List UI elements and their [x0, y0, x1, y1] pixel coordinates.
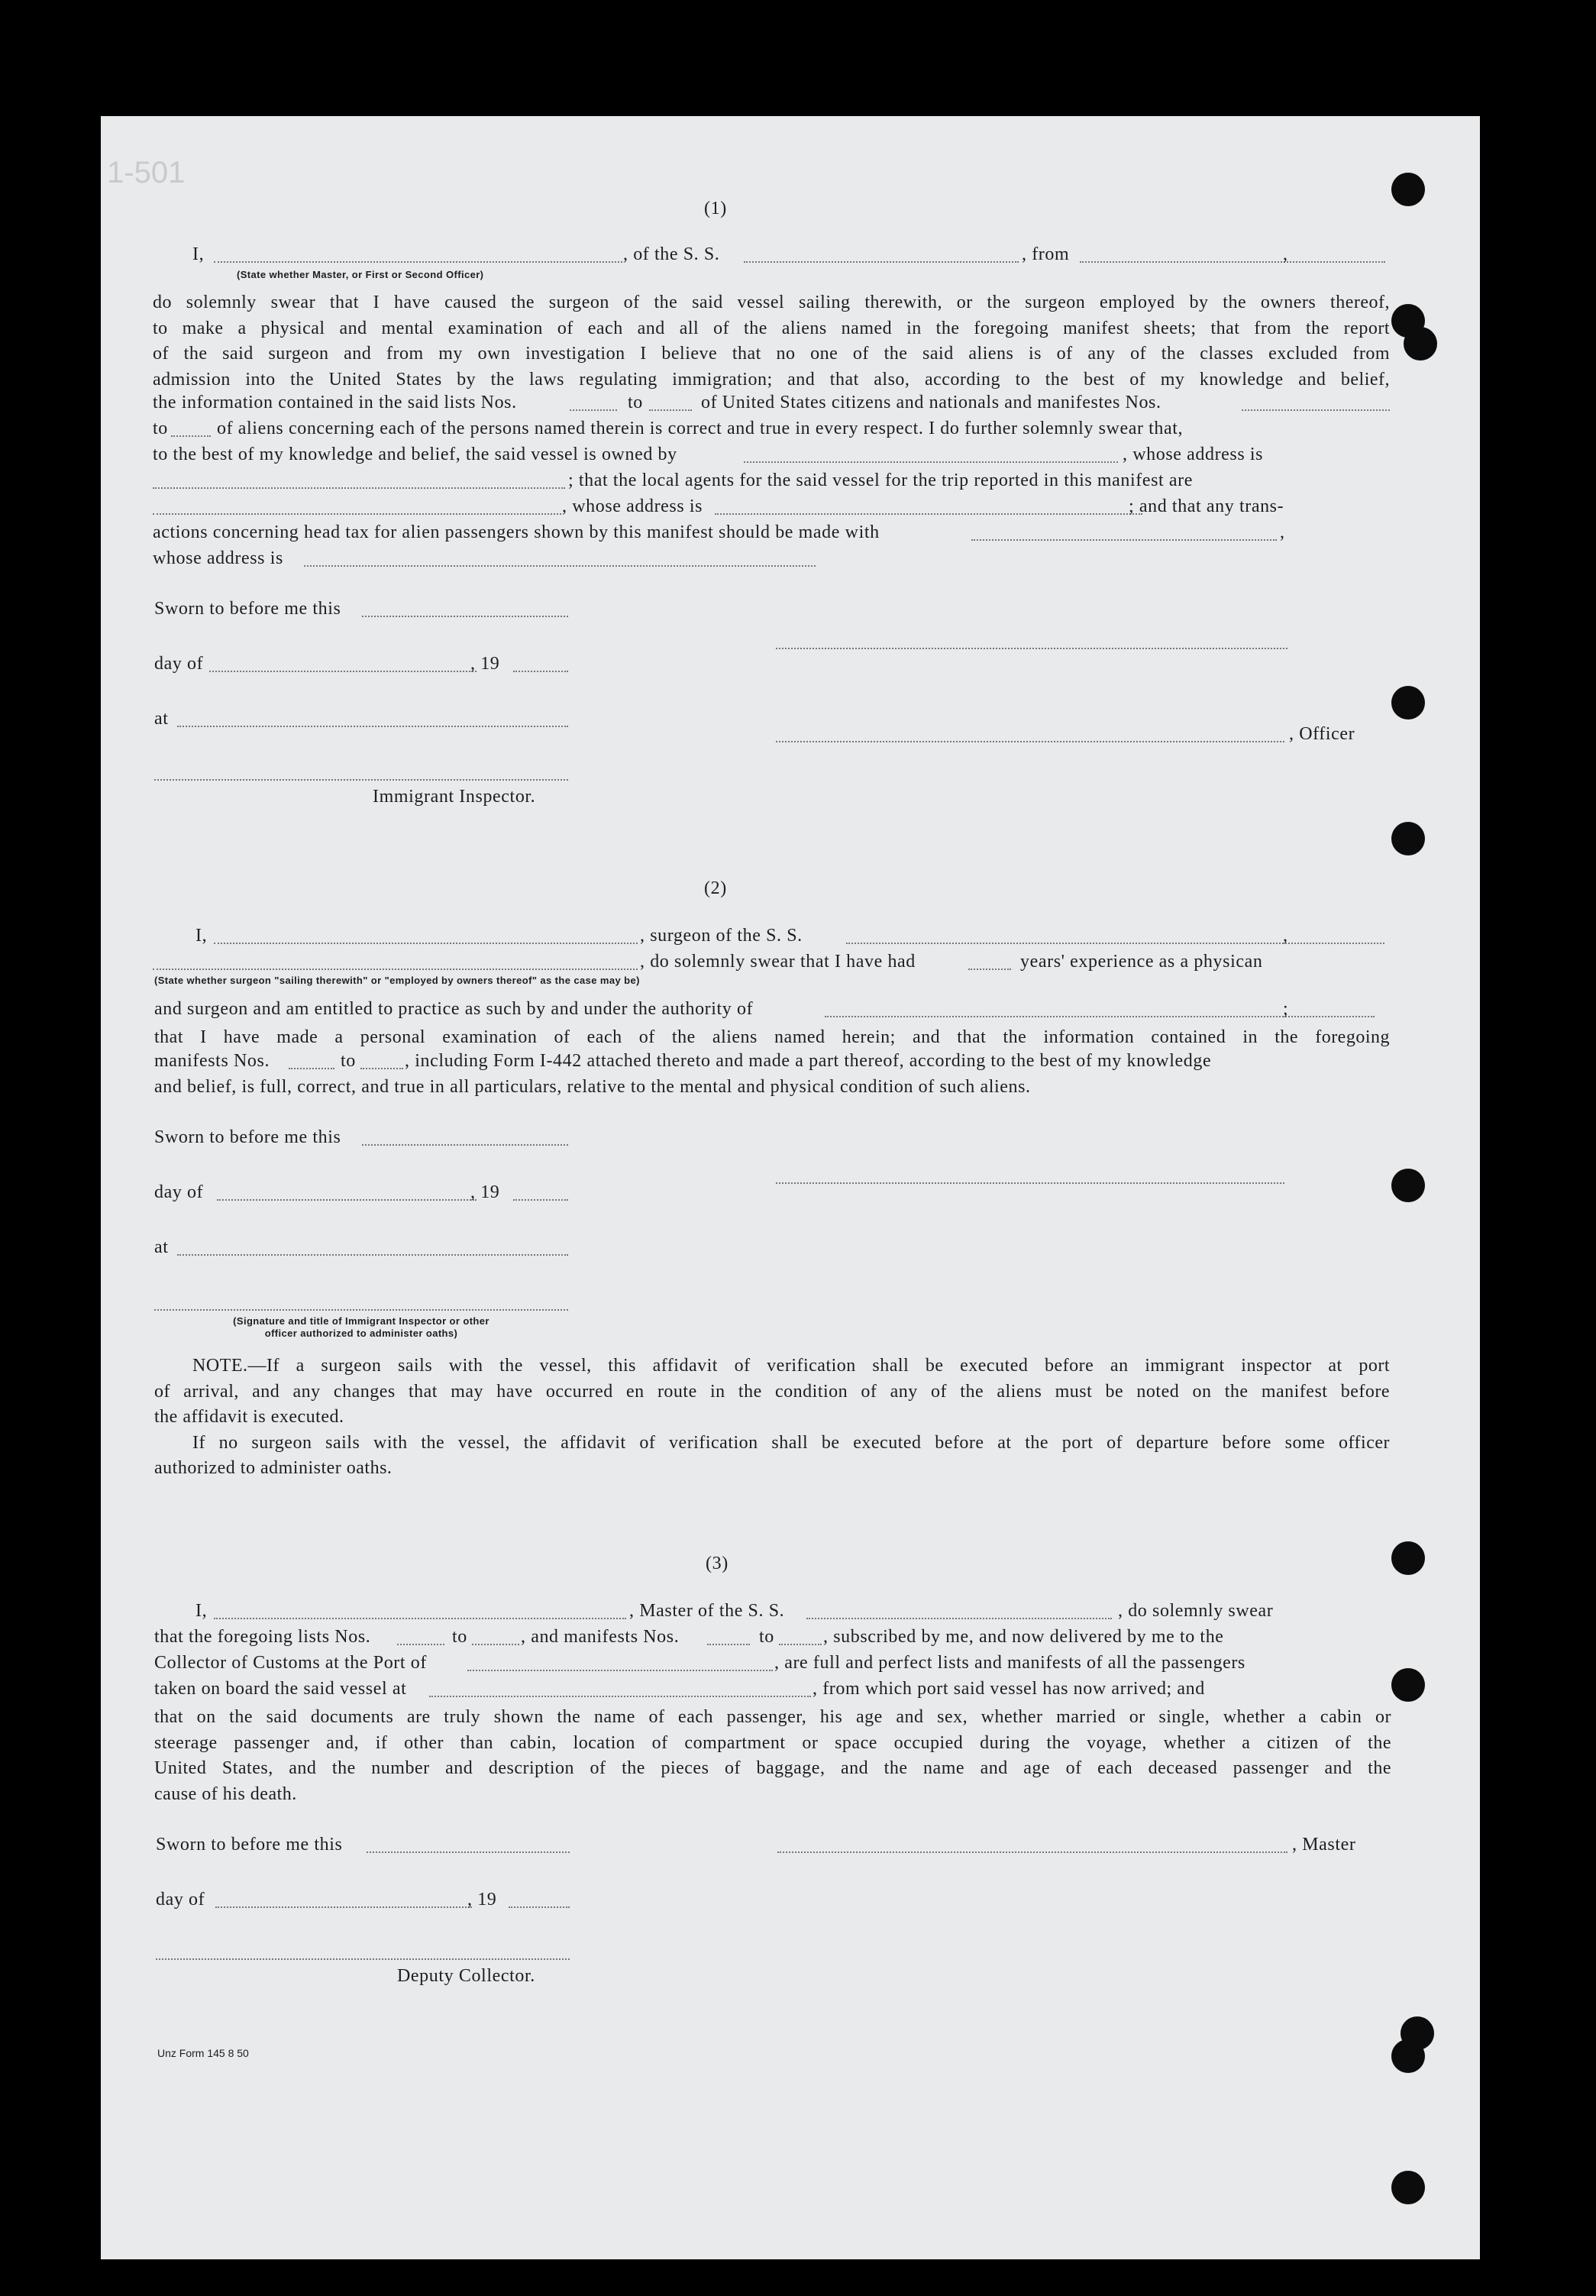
s1-to-b: of aliens concerning each of the persons named therein is correct and true in every respect. I do further solemnly swear that, [217, 419, 1184, 438]
s2-line5-c: , including Form I-442 attached thereto and made a part thereof, according to the best of my knowledge [405, 1051, 1212, 1071]
officer-title-field [776, 741, 1284, 742]
head-tax-address-field [304, 565, 816, 567]
s3-line4-b: , from which port said vessel has now arrived; and [813, 1679, 1205, 1699]
s3-vessel-name-field [806, 1618, 1112, 1619]
s2-caption-line-1: (Signature and title of Immigrant Inspector or other [233, 1315, 489, 1327]
s2-inspector-signature-field [154, 1309, 568, 1311]
s3-line3-a: Collector of Customs at the Port of [154, 1653, 427, 1673]
s1-owned-b: , whose address is [1123, 445, 1264, 464]
section-2-number: (2) [704, 878, 727, 898]
s2-body [154, 1025, 1390, 1051]
s2-signature-caption [154, 1315, 568, 1340]
s1-year-field [513, 671, 568, 672]
head-tax-contact-field [971, 539, 1277, 541]
s3-body-line-3: United States, and the number and description of the pieces of baggage, and the name and age of each deceased passenger and the [154, 1758, 1391, 1778]
s1-body-line-2: to make a physical and mental examination of each and all of the aliens named in the foregoing manifest sheets; that from the report [153, 318, 1390, 338]
s3-line2-d: to [759, 1627, 774, 1647]
s1-line1-from: , from [1022, 244, 1070, 264]
s3-lists-to-field [472, 1644, 519, 1645]
s3-sworn-day-field [367, 1851, 570, 1853]
manifests-to-field [171, 435, 211, 437]
s1-nineteen: , 19 [470, 654, 500, 674]
s1-at-label: at [154, 709, 169, 729]
s2-line2-a: , do solemnly swear that I have had [640, 952, 916, 972]
s3-sworn-label: Sworn to before me this [156, 1835, 343, 1855]
s2-line2-b: years' experience as a physican [1020, 952, 1263, 972]
manifest-affidavit-page [101, 116, 1480, 2259]
punch-hole [1391, 686, 1425, 720]
s1-nos-b: to [628, 393, 643, 412]
vessel-owner-field [744, 461, 1118, 463]
s3-master-signature-field [777, 1851, 1287, 1853]
faded-stamp: 1-501 [107, 156, 186, 189]
punch-hole [1391, 2171, 1425, 2204]
s3-body-line-1: that on the said documents are truly shown the name of each passenger, his age and sex, whether married or single, whether a cabin or [154, 1707, 1391, 1727]
s2-place-field [177, 1254, 568, 1256]
s2-at-label: at [154, 1237, 169, 1257]
punch-hole [1391, 822, 1425, 855]
s1-whose-b: ; and that any trans- [1129, 496, 1284, 516]
s3-line2-e: , subscribed by me, and now delivered by me to the [823, 1627, 1224, 1647]
s3-body-line-4: cause of his death. [154, 1783, 297, 1804]
surgeon-name-field [214, 943, 638, 944]
surgeon-status-field [153, 969, 638, 970]
s2-manifests-to-field [360, 1068, 403, 1069]
s3-year-field [509, 1906, 570, 1908]
note-line-1: NOTE.—If a surgeon sails with the vessel, this affidavit of verification shall be executed before an immigrant inspector at port [192, 1356, 1390, 1376]
s3-nineteen: , 19 [467, 1890, 497, 1910]
form-number: Unz Form 145 8 50 [157, 2047, 249, 2059]
s2-month-field [217, 1199, 477, 1201]
s1-line1-of-ss: , of the S. S. [623, 244, 720, 264]
s2-line3-a: and surgeon and am entitled to practice as such by and under the authority of [154, 999, 754, 1019]
section-1-number: (1) [704, 199, 727, 218]
s3-manifests-from-field [707, 1644, 750, 1645]
s2-line6: and belief, is full, correct, and true in all particulars, relative to the mental and physical condition of such aliens. [154, 1077, 1031, 1097]
s3-line2-b: to [452, 1627, 467, 1647]
lists-nos-from-field [570, 409, 617, 411]
s3-body-lines [154, 1705, 1391, 1807]
surgeon-signature-field [776, 1182, 1284, 1184]
note-line-5: authorized to administer oaths. [154, 1458, 393, 1478]
officer-signature-field [776, 648, 1287, 649]
s1-body-line-3: of the said surgeon and from my own investigation I believe that no one of the said aliens is of any of the classes excluded from [153, 344, 1390, 364]
s3-line1-a: I, [195, 1601, 208, 1621]
s2-nineteen: , 19 [470, 1182, 500, 1202]
s1-day-of-label: day of [154, 654, 204, 674]
s1-body-line-1: do solemnly swear that I have caused the surgeon of the said vessel sailing therewith, or the surgeon employed by the owners thereof, [153, 293, 1390, 312]
s1-to-a: to [153, 419, 168, 438]
s2-sworn-day-field [362, 1144, 568, 1146]
punch-hole [1391, 2039, 1425, 2073]
practice-authority-field [825, 1016, 1375, 1017]
s1-owned-a: to the best of my knowledge and belief, the said vessel is owned by [153, 445, 677, 464]
s3-line2-c: , and manifests Nos. [521, 1627, 680, 1647]
s1-sworn-label: Sworn to before me this [154, 599, 341, 619]
s2-line5-b: to [341, 1051, 356, 1071]
s1-nos-a: the information contained in the said lists Nos. [153, 393, 517, 412]
s1-whose-a: , whose address is [562, 496, 703, 516]
s3-line1-c: , do solemnly swear [1118, 1601, 1274, 1621]
s3-day-of-label: day of [156, 1890, 205, 1910]
s3-lists-from-field [397, 1644, 444, 1645]
s1-nos-c: of United States citizens and nationals and manifestes Nos. [701, 393, 1161, 412]
collector-signature-field [156, 1958, 570, 1960]
s1-address-label: whose address is [153, 548, 283, 568]
s3-manifests-to-field [779, 1644, 822, 1645]
years-experience-field [968, 969, 1011, 970]
from-port-field [1080, 261, 1385, 263]
inspector-signature-field [154, 779, 568, 781]
s1-body-lines [153, 290, 1390, 393]
s1-line1-start: I, [192, 244, 205, 264]
s2-line1-a: I, [195, 926, 208, 946]
vessel-name-field [744, 261, 1019, 263]
boarding-port-field [429, 1696, 811, 1697]
s1-sworn-day-field [362, 616, 568, 617]
s1-actions-b: , [1280, 522, 1285, 542]
s2-surgeon-caption: (State whether surgeon "sailing therewith" or "employed by owners thereof" as the case may be) [154, 975, 640, 986]
s1-officer-caption: (State whether Master, or First or Second Officer) [237, 269, 484, 280]
s2-sworn-label: Sworn to before me this [154, 1127, 341, 1147]
s3-line4-a: taken on board the said vessel at [154, 1679, 407, 1699]
punch-hole [1391, 173, 1425, 206]
note-line-3: the affidavit is executed. [154, 1407, 344, 1427]
s2-caption-line-2: officer authorized to administer oaths) [264, 1327, 458, 1339]
note-block [154, 1353, 1390, 1482]
s2-day-of-label: day of [154, 1182, 204, 1202]
s3-month-field [215, 1906, 472, 1908]
customs-port-field [467, 1670, 773, 1671]
s2-line1-c: , [1283, 926, 1288, 946]
s2-vessel-name-field [846, 943, 1384, 944]
s3-line3-b: , are full and perfect lists and manifests of all the passengers [774, 1653, 1245, 1673]
note-line-2: of arrival, and any changes that may have occurred en route in the condition of any of the aliens must be noted on the manifest before [154, 1381, 1390, 1402]
owner-address-field [153, 487, 565, 489]
punch-hole [1391, 1169, 1425, 1202]
s1-place-field [177, 726, 568, 727]
s1-body-line-4: admission into the United States by the laws regulating immigration; and that also, according to the best of my knowledge and belief, [153, 369, 1390, 390]
s1-inspector-label: Immigrant Inspector. [373, 787, 536, 807]
local-agents-field [153, 513, 561, 515]
punch-hole [1391, 1541, 1425, 1575]
punch-hole [1404, 327, 1437, 361]
punch-hole [1391, 1668, 1425, 1702]
s1-line1-comma: , [1283, 244, 1288, 264]
s1-month-field [209, 671, 477, 672]
s1-agents: ; that the local agents for the said vessel for the trip reported in this manifest are [568, 471, 1194, 490]
s2-line1-b: , surgeon of the S. S. [640, 926, 803, 946]
s3-body-line-2: steerage passenger and, if other than cabin, location of compartment or space occupied during the voyage, whether a citizen of the [154, 1732, 1391, 1753]
s3-line1-b: , Master of the S. S. [629, 1601, 785, 1621]
section-3-number: (3) [706, 1554, 729, 1573]
s2-line4: that I have made a personal examination of each of the aliens named herein; and that the information contained in the foregoing [154, 1027, 1390, 1047]
s3-line2-a: that the foregoing lists Nos. [154, 1627, 371, 1647]
s3-master-label: , Master [1292, 1835, 1356, 1855]
s2-line5-a: manifests Nos. [154, 1051, 270, 1071]
s2-line3-b: ; [1283, 999, 1289, 1019]
note-line-4: If no surgeon sails with the vessel, the affidavit of verification shall be executed before at the port of departure before some officer [192, 1432, 1390, 1453]
manifests-nos-field [1242, 409, 1390, 411]
s1-actions-a: actions concerning head tax for alien passengers shown by this manifest should be made with [153, 522, 880, 542]
s3-collector-label: Deputy Collector. [397, 1966, 535, 1986]
s3-master-name-field [214, 1618, 626, 1619]
lists-nos-to-field [649, 409, 692, 411]
s2-manifests-from-field [289, 1068, 334, 1069]
s1-officer-label: , Officer [1289, 724, 1355, 744]
s2-year-field [513, 1199, 568, 1201]
master-name-field [214, 261, 622, 263]
agents-address-field [715, 513, 1142, 515]
